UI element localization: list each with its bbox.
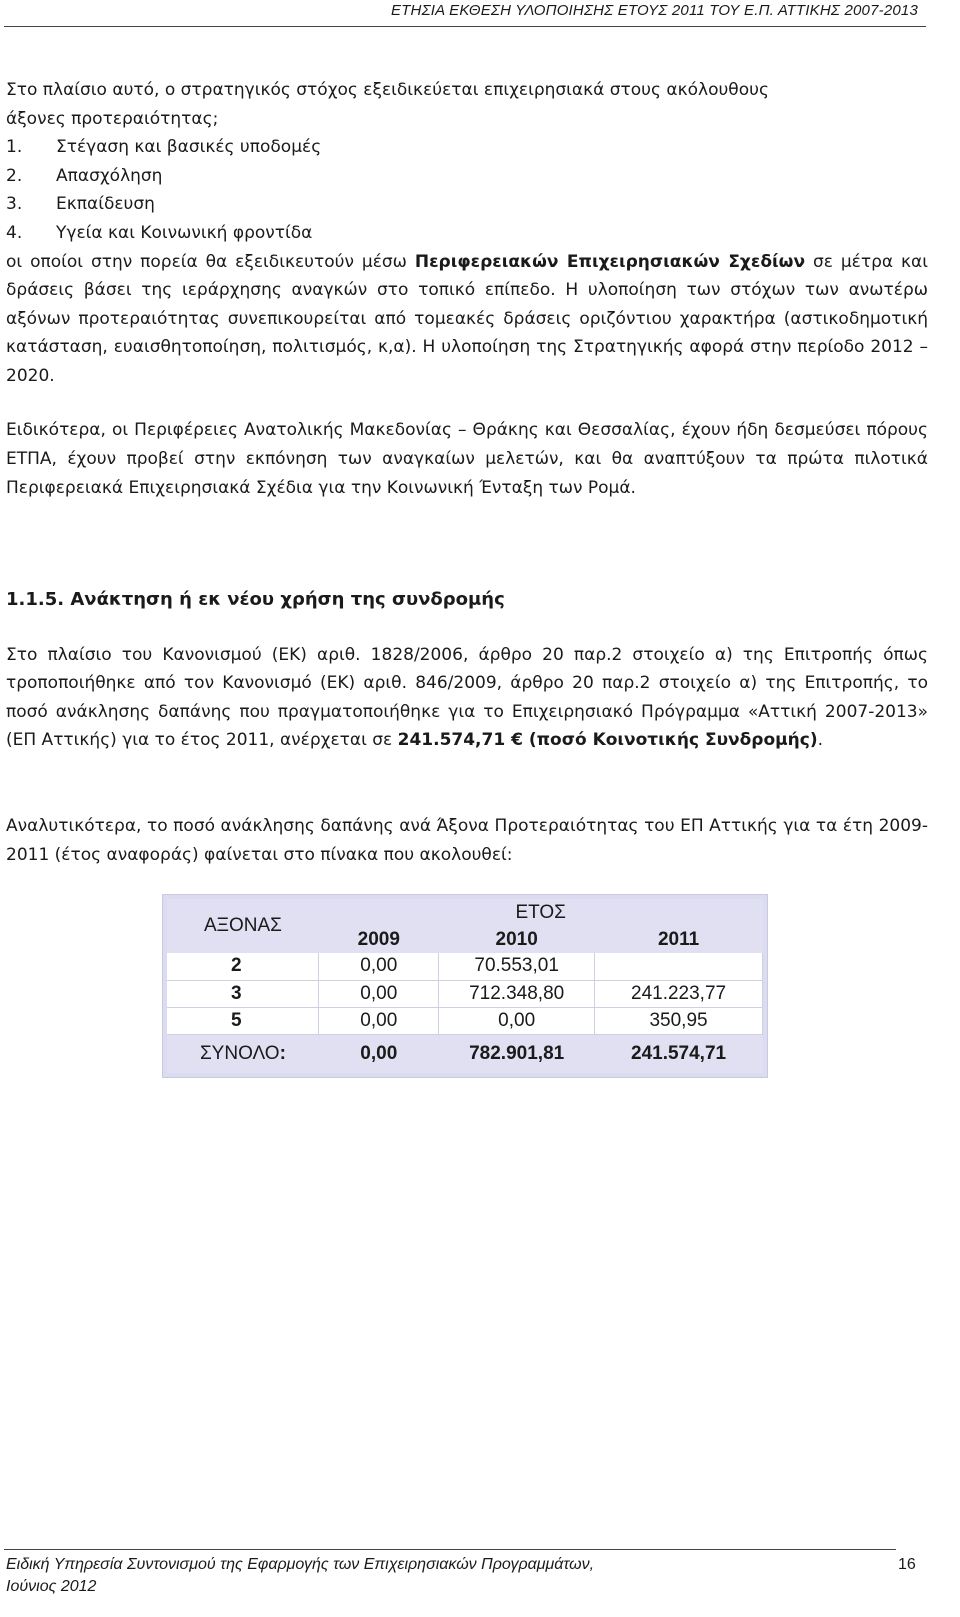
total-value-cell: 0,00: [319, 1034, 439, 1073]
regulation-end: .: [817, 730, 824, 751]
list-item: [6, 133, 928, 162]
amount-bold-text: 241.574,71 € (ποσό Κοινοτικής Συνδρομής): [397, 730, 818, 751]
roma-paragraph: Ειδικότερα, οι Περιφέρειες Ανατολικής Μακεδονίας – Θράκης και Θεσσαλίας, έχουν ήδη δεσμεύσει πόρους ΕΤΠΑ, έχουν προβεί στην εκπόνηση των αναγκαίων μελετών, και θα αναπτύξουν τα πρώτα πιλοτικά Περιφερειακά Επιχειρησιακά Σχέδια για την Κοινωνική Ένταξη των Ρομά.: [6, 420, 928, 498]
page-footer: [6, 1554, 706, 1598]
total-row: [167, 1034, 763, 1073]
intro-line-2: άξονες προτεραιότητας;: [6, 108, 219, 129]
footer-rule: [4, 1549, 896, 1550]
regulation-text: Στο πλαίσιο του Κανονισμού (ΕΚ) αριθ. 1828/2006, άρθρο 20 παρ.2 στοιχείο α) της Επιτροπής όπως τροποποιήθηκε από τον Κανονισμό (ΕΚ) αριθ. 846/2009, άρθρο 20 παρ.2 στοιχείο α) της Επιτροπής, το ποσό ανάκλησης δαπάνης που πραγματοποιήθηκε για το Επιχειρησιακό Πρόγραμμα «Αττική 2007-2013» (ΕΠ Αττικής) για το έτος 2011, ανέρχεται σε: [6, 645, 928, 751]
value-cell: 70.553,01: [439, 953, 595, 980]
axis-cell: 3: [167, 980, 319, 1007]
list-number: 1.: [6, 137, 23, 158]
list-number: 2.: [6, 165, 23, 186]
table-row: [167, 980, 763, 1007]
continuation-text-2: σε μέτρα και δράσεις βάσει της ιεράρχησης αναγκών στο τοπικό επίπεδο. Η υλοποίηση των στόχων των ανωτέρω αξόνων προτεραιότητας συνεπικουρείται από τομεακές δράσεις οριζόντιου χαρακτήρα (αστικοδημοτική κατάσταση, ευαισθητοποίηση, πολιτισμός, κ,α). Η υλοποίηση της Στρατηγικής αφορά στην περίοδο 2012 – 2020.: [6, 251, 928, 386]
list-item: [6, 162, 928, 191]
plans-bold-text: Περιφερειακών Επιχειρησιακών Σχεδίων: [414, 251, 806, 272]
list-text: Εκπαίδευση: [56, 194, 155, 215]
total-value-cell: 782.901,81: [439, 1034, 595, 1073]
list-number: 3.: [6, 194, 23, 215]
year-2009-header: 2009: [319, 926, 439, 953]
list-item: [6, 219, 928, 248]
axis-cell: 2: [167, 953, 319, 980]
regulation-paragraph: [6, 641, 928, 755]
continuation-text: οι οποίοι στην πορεία θα εξειδικευτούν μέσω: [6, 251, 415, 272]
value-cell: 0,00: [319, 980, 439, 1007]
footer-line-2: Ιούνιος 2012: [6, 1578, 97, 1595]
recovery-table: [167, 899, 763, 1073]
value-cell: 0,00: [439, 1007, 595, 1034]
year-2011-header: 2011: [595, 926, 763, 953]
axis-header: ΑΞΟΝΑΣ: [167, 899, 319, 953]
axis-cell: 5: [167, 1007, 319, 1034]
section-heading: [6, 586, 505, 614]
total-label: ΣΥΝΟΛΟ: [199, 1042, 280, 1064]
list-text: Στέγαση και βασικές υποδομές: [56, 137, 322, 158]
list-text: Απασχόληση: [56, 165, 163, 186]
running-header: ΕΤΗΣΙΑ ΕΚΘΕΣΗ ΥΛΟΠΟΙΗΣΗΣ ΕΤΟΥΣ 2011 ΤΟΥ Ε.Π. ΑΤΤΙΚΗΣ 2007-2013: [390, 2, 918, 19]
page-number: 16: [898, 1556, 916, 1573]
list-number: 4.: [6, 222, 23, 243]
recovery-table-frame: [162, 894, 768, 1078]
section-number: 1.1.5.: [6, 589, 65, 610]
table-row: [167, 953, 763, 980]
footer-line-1: Ειδική Υπηρεσία Συντονισμού της Εφαρμογής των Επιχειρησιακών Προγραμμάτων,: [6, 1556, 595, 1573]
header-rule: [4, 26, 926, 27]
intro-paragraph: [6, 76, 928, 391]
intro-line-1: Στο πλαίσιο αυτό, ο στρατηγικός στόχος εξειδικεύεται επιχειρησιακά στους ακόλουθους: [6, 80, 769, 100]
total-value-cell: 241.574,71: [595, 1034, 763, 1073]
value-cell: 0,00: [319, 1007, 439, 1034]
value-cell: 350,95: [595, 1007, 763, 1034]
value-cell: 712.348,80: [439, 980, 595, 1007]
list-item: [6, 190, 928, 219]
total-label-cell: [167, 1034, 319, 1073]
table-intro-paragraph: Αναλυτικότερα, το ποσό ανάκλησης δαπάνης ανά Άξονα Προτεραιότητας του ΕΠ Αττικής για τα έτη 2009- 2011 (έτος αναφοράς) φαίνεται στο πίνακα που ακολουθεί:: [6, 816, 928, 865]
year-2010-header: 2010: [439, 926, 595, 953]
list-text: Υγεία και Κοινωνική φροντίδα: [56, 222, 313, 243]
table-row: [167, 1007, 763, 1034]
total-colon: :: [279, 1042, 286, 1064]
year-header: ΕΤΟΣ: [319, 899, 763, 926]
value-cell: 0,00: [319, 953, 439, 980]
value-cell: 241.223,77: [595, 980, 763, 1007]
intro-continuation: [6, 248, 928, 391]
value-cell: [595, 953, 763, 980]
section-title: Ανάκτηση ή εκ νέου χρήση της συνδρομής: [70, 589, 505, 610]
